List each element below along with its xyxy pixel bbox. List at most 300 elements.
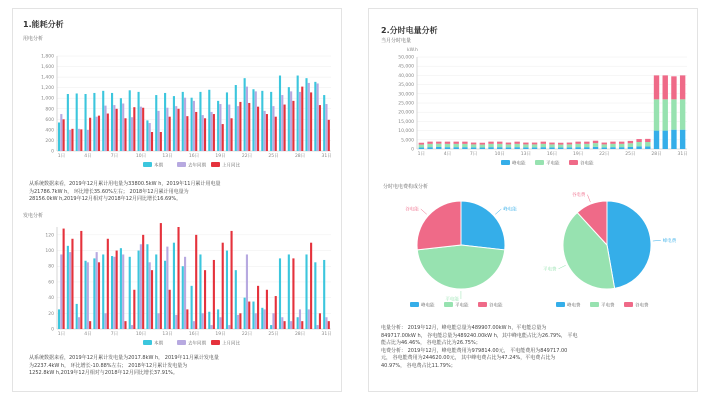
timeshare-bar[interactable] [610, 144, 615, 147]
usage-bar[interactable] [151, 132, 153, 151]
usage-bar[interactable] [301, 87, 303, 151]
usage-bar[interactable] [226, 92, 228, 151]
generation-bar[interactable] [299, 309, 301, 329]
timeshare-bar[interactable] [645, 146, 650, 149]
timeshare-bar[interactable] [462, 147, 467, 149]
cost-share-legend-label[interactable]: 平电费 [601, 303, 615, 309]
usage-bar[interactable] [76, 93, 78, 151]
timeshare-bar[interactable] [427, 147, 432, 149]
usage-bar[interactable] [96, 117, 98, 151]
timeshare-bar[interactable] [488, 142, 493, 144]
timeshare-bar[interactable] [671, 99, 676, 129]
generation-bar[interactable] [107, 239, 109, 329]
generation-bar[interactable] [80, 231, 82, 329]
usage-bar[interactable] [142, 108, 144, 151]
generation-bar[interactable] [235, 270, 237, 329]
generation-bar[interactable] [279, 258, 281, 329]
generation-bar[interactable] [69, 252, 71, 329]
usage-bar[interactable] [281, 95, 283, 151]
generation-legend-label[interactable]: 去年同期 [188, 341, 206, 347]
timeshare-bar[interactable] [645, 139, 650, 142]
timeshare-bar[interactable] [575, 144, 580, 147]
generation-bar[interactable] [323, 260, 325, 329]
usage-bar[interactable] [252, 89, 254, 151]
usage-bar[interactable] [69, 130, 71, 151]
usage-bar[interactable] [228, 105, 230, 151]
usage-bar[interactable] [193, 101, 195, 151]
timeshare-legend-swatch[interactable] [569, 160, 578, 165]
timeshare-bar[interactable] [619, 144, 624, 147]
generation-bar[interactable] [142, 235, 144, 329]
generation-bar[interactable] [175, 315, 177, 329]
generation-bar[interactable] [89, 321, 91, 329]
cost-share-legend-label[interactable]: 峰电费 [567, 303, 581, 309]
timeshare-bar[interactable] [427, 142, 432, 144]
usage-bar[interactable] [177, 109, 179, 151]
usage-bar[interactable] [279, 76, 281, 151]
energy-share-legend-label[interactable]: 谷电能 [489, 303, 503, 309]
timeshare-bar[interactable] [680, 99, 685, 129]
usage-bar[interactable] [202, 115, 204, 151]
timeshare-bar[interactable] [584, 142, 589, 144]
cost-share-slice[interactable] [607, 201, 651, 288]
generation-bar[interactable] [124, 321, 126, 329]
generation-bar[interactable] [284, 321, 286, 329]
usage-bar[interactable] [266, 114, 268, 151]
usage-legend-swatch[interactable] [177, 162, 186, 167]
timeshare-bar[interactable] [445, 147, 450, 149]
usage-bar[interactable] [104, 106, 106, 151]
generation-bar[interactable] [155, 254, 157, 329]
timeshare-bar[interactable] [532, 143, 537, 145]
usage-bar[interactable] [264, 111, 266, 151]
usage-bar[interactable] [325, 104, 327, 151]
timeshare-bar[interactable] [532, 147, 537, 149]
generation-bar[interactable] [113, 257, 115, 329]
timeshare-bar[interactable] [419, 143, 424, 145]
generation-bar[interactable] [297, 317, 299, 329]
usage-bar[interactable] [160, 132, 162, 151]
usage-bar[interactable] [60, 114, 62, 151]
generation-bar[interactable] [290, 321, 292, 329]
usage-bar[interactable] [146, 120, 148, 151]
generation-bar[interactable] [98, 262, 100, 329]
generation-bar[interactable] [213, 260, 215, 329]
usage-bar[interactable] [166, 108, 168, 151]
usage-bar[interactable] [257, 107, 259, 151]
generation-bar[interactable] [264, 309, 266, 329]
generation-bar[interactable] [257, 286, 259, 329]
timeshare-legend-swatch[interactable] [501, 160, 510, 165]
timeshare-bar[interactable] [671, 130, 676, 149]
timeshare-bar[interactable] [575, 147, 580, 149]
usage-bar[interactable] [213, 114, 215, 151]
usage-legend-label[interactable]: 本期 [154, 163, 163, 169]
usage-bar[interactable] [270, 92, 272, 151]
timeshare-bar[interactable] [549, 147, 554, 149]
usage-bar[interactable] [204, 118, 206, 151]
generation-bar[interactable] [222, 243, 224, 329]
usage-bar[interactable] [124, 118, 126, 151]
usage-bar[interactable] [131, 117, 133, 151]
usage-bar[interactable] [78, 129, 80, 151]
generation-bar[interactable] [186, 309, 188, 329]
timeshare-bar[interactable] [567, 143, 572, 145]
timeshare-bar[interactable] [549, 143, 554, 145]
generation-bar[interactable] [151, 270, 153, 329]
usage-bar[interactable] [288, 87, 290, 151]
timeshare-bar[interactable] [514, 147, 519, 149]
generation-bar[interactable] [60, 254, 62, 329]
generation-bar[interactable] [63, 229, 65, 329]
generation-bar[interactable] [67, 246, 69, 329]
timeshare-bar[interactable] [680, 75, 685, 99]
generation-bar[interactable] [164, 261, 166, 329]
timeshare-bar[interactable] [671, 76, 676, 99]
usage-bar[interactable] [235, 85, 237, 151]
generation-bar[interactable] [310, 243, 312, 329]
usage-bar[interactable] [133, 107, 135, 151]
generation-legend-label[interactable]: 本期 [154, 341, 163, 347]
generation-bar[interactable] [160, 223, 162, 329]
cost-share-legend-label[interactable]: 谷电费 [635, 303, 649, 309]
usage-bar[interactable] [319, 105, 321, 151]
generation-legend-swatch[interactable] [143, 340, 152, 345]
generation-legend-swatch[interactable] [177, 340, 186, 345]
usage-bar[interactable] [111, 93, 113, 151]
generation-bar[interactable] [288, 254, 290, 329]
timeshare-bar[interactable] [636, 146, 641, 149]
usage-bar[interactable] [71, 129, 73, 151]
timeshare-bar[interactable] [436, 142, 441, 144]
generation-bar[interactable] [270, 325, 272, 329]
timeshare-bar[interactable] [453, 142, 458, 144]
generation-bar[interactable] [104, 313, 106, 329]
generation-bar[interactable] [317, 325, 319, 329]
timeshare-bar[interactable] [602, 143, 607, 145]
usage-bar[interactable] [140, 107, 142, 151]
timeshare-bar[interactable] [453, 147, 458, 149]
usage-bar[interactable] [248, 103, 250, 151]
usage-bar[interactable] [58, 123, 60, 152]
usage-bar[interactable] [290, 91, 292, 151]
usage-bar[interactable] [102, 91, 104, 151]
usage-bar[interactable] [122, 104, 124, 152]
timeshare-bar[interactable] [445, 144, 450, 147]
timeshare-bar[interactable] [497, 147, 502, 149]
timeshare-bar[interactable] [663, 75, 668, 99]
usage-bar[interactable] [211, 112, 213, 151]
generation-bar[interactable] [261, 308, 263, 329]
energy-share-legend-label[interactable]: 平电能 [455, 303, 469, 309]
generation-bar[interactable] [202, 313, 204, 329]
timeshare-bar[interactable] [628, 147, 633, 149]
generation-legend-label[interactable]: 上月同比 [222, 341, 240, 347]
generation-bar[interactable] [157, 313, 159, 329]
usage-bar[interactable] [98, 116, 100, 151]
usage-bar[interactable] [305, 78, 307, 151]
timeshare-bar[interactable] [506, 144, 511, 147]
usage-bar[interactable] [328, 120, 330, 151]
generation-bar[interactable] [244, 298, 246, 329]
timeshare-bar[interactable] [584, 147, 589, 149]
energy-share-slice[interactable] [417, 245, 504, 289]
usage-bar[interactable] [261, 91, 263, 151]
generation-bar[interactable] [140, 244, 142, 329]
timeshare-bar[interactable] [593, 141, 598, 143]
timeshare-bar[interactable] [523, 147, 528, 149]
timeshare-bar[interactable] [558, 143, 563, 145]
generation-bar[interactable] [308, 309, 310, 329]
usage-bar[interactable] [275, 117, 277, 151]
timeshare-bar[interactable] [480, 143, 485, 145]
timeshare-bar[interactable] [558, 148, 563, 149]
energy-share-legend-swatch[interactable] [478, 302, 487, 307]
usage-bar[interactable] [244, 78, 246, 151]
usage-bar[interactable] [175, 106, 177, 151]
generation-bar[interactable] [193, 321, 195, 329]
usage-bar[interactable] [169, 117, 171, 151]
timeshare-bar[interactable] [610, 147, 615, 149]
usage-bar[interactable] [129, 90, 131, 151]
generation-bar[interactable] [199, 254, 201, 329]
timeshare-legend-label[interactable]: 平电能 [546, 161, 560, 167]
usage-bar[interactable] [292, 101, 294, 151]
generation-bar[interactable] [292, 258, 294, 329]
timeshare-bar[interactable] [523, 144, 528, 147]
timeshare-bar[interactable] [567, 147, 572, 149]
usage-bar[interactable] [217, 101, 219, 151]
usage-legend-swatch[interactable] [211, 162, 220, 167]
generation-bar[interactable] [266, 290, 268, 329]
generation-legend-swatch[interactable] [211, 340, 220, 345]
usage-bar[interactable] [308, 83, 310, 151]
generation-bar[interactable] [231, 231, 233, 329]
usage-legend-label[interactable]: 上月同比 [222, 163, 240, 169]
usage-bar[interactable] [323, 95, 325, 151]
timeshare-bar[interactable] [419, 148, 424, 149]
usage-bar[interactable] [155, 95, 157, 151]
generation-bar[interactable] [87, 262, 89, 329]
generation-bar[interactable] [252, 302, 254, 329]
usage-bar[interactable] [310, 92, 312, 151]
generation-bar[interactable] [173, 243, 175, 329]
timeshare-legend-label[interactable]: 峰电能 [512, 161, 526, 167]
generation-bar[interactable] [177, 227, 179, 329]
generation-bar[interactable] [281, 317, 283, 329]
timeshare-bar[interactable] [619, 142, 624, 144]
usage-bar[interactable] [191, 98, 193, 151]
timeshare-bar[interactable] [462, 142, 467, 144]
usage-bar[interactable] [284, 105, 286, 151]
usage-bar[interactable] [113, 105, 115, 151]
timeshare-bar[interactable] [549, 144, 554, 147]
generation-bar[interactable] [122, 254, 124, 329]
timeshare-bar[interactable] [593, 147, 598, 149]
timeshare-bar[interactable] [558, 145, 563, 148]
usage-bar[interactable] [182, 92, 184, 151]
generation-bar[interactable] [328, 321, 330, 329]
timeshare-bar[interactable] [497, 144, 502, 147]
timeshare-bar[interactable] [419, 145, 424, 148]
generation-bar[interactable] [169, 290, 171, 329]
generation-bar[interactable] [93, 258, 95, 329]
timeshare-bar[interactable] [514, 142, 519, 144]
generation-bar[interactable] [133, 290, 135, 329]
timeshare-bar[interactable] [523, 143, 528, 145]
generation-bar[interactable] [111, 256, 113, 329]
generation-bar[interactable] [275, 296, 277, 329]
generation-bar[interactable] [146, 244, 148, 329]
usage-bar[interactable] [255, 91, 257, 151]
timeshare-bar[interactable] [514, 144, 519, 147]
energy-share-slice[interactable] [417, 201, 461, 250]
generation-bar[interactable] [96, 252, 98, 329]
generation-bar[interactable] [314, 262, 316, 329]
timeshare-bar[interactable] [680, 130, 685, 149]
timeshare-bar[interactable] [445, 142, 450, 144]
timeshare-bar[interactable] [636, 139, 641, 142]
usage-bar[interactable] [237, 106, 239, 151]
usage-bar[interactable] [231, 118, 233, 151]
timeshare-bar[interactable] [628, 141, 633, 143]
generation-bar[interactable] [76, 304, 78, 329]
timeshare-legend-label[interactable]: 谷电能 [580, 161, 594, 167]
timeshare-bar[interactable] [628, 143, 633, 147]
timeshare-bar[interactable] [436, 147, 441, 149]
usage-bar[interactable] [149, 123, 151, 151]
usage-bar[interactable] [63, 119, 65, 151]
timeshare-bar[interactable] [636, 142, 641, 146]
generation-bar[interactable] [184, 257, 186, 329]
timeshare-bar[interactable] [488, 147, 493, 149]
usage-bar[interactable] [107, 114, 109, 151]
energy-share-legend-label[interactable]: 峰电能 [421, 303, 435, 309]
generation-bar[interactable] [204, 270, 206, 329]
timeshare-bar[interactable] [436, 144, 441, 147]
generation-bar[interactable] [228, 325, 230, 329]
generation-bar[interactable] [129, 257, 131, 329]
usage-bar[interactable] [314, 82, 316, 151]
usage-bar[interactable] [246, 87, 248, 151]
cost-share-legend-swatch[interactable] [590, 302, 599, 307]
timeshare-bar[interactable] [584, 144, 589, 147]
timeshare-bar[interactable] [541, 147, 546, 149]
generation-bar[interactable] [131, 325, 133, 329]
usage-bar[interactable] [299, 92, 301, 151]
usage-bar[interactable] [184, 98, 186, 151]
timeshare-bar[interactable] [427, 144, 432, 147]
timeshare-bar[interactable] [541, 142, 546, 144]
usage-bar[interactable] [67, 94, 69, 151]
timeshare-bar[interactable] [645, 142, 650, 146]
timeshare-bar[interactable] [532, 144, 537, 147]
usage-bar[interactable] [87, 130, 89, 151]
usage-bar[interactable] [120, 98, 122, 151]
usage-bar[interactable] [164, 93, 166, 151]
generation-bar[interactable] [84, 261, 86, 329]
generation-bar[interactable] [305, 254, 307, 329]
usage-bar[interactable] [239, 102, 241, 151]
usage-bar[interactable] [84, 94, 86, 151]
generation-bar[interactable] [182, 266, 184, 329]
usage-bar[interactable] [208, 90, 210, 151]
timeshare-bar[interactable] [602, 144, 607, 147]
generation-bar[interactable] [272, 313, 274, 329]
energy-share-legend-swatch[interactable] [410, 302, 419, 307]
timeshare-bar[interactable] [663, 99, 668, 130]
generation-bar[interactable] [71, 239, 73, 329]
timeshare-bar[interactable] [593, 143, 598, 147]
usage-bar[interactable] [222, 124, 224, 151]
timeshare-bar[interactable] [610, 142, 615, 144]
timeshare-bar[interactable] [567, 144, 572, 147]
usage-bar[interactable] [195, 112, 197, 151]
usage-bar[interactable] [272, 106, 274, 151]
generation-bar[interactable] [237, 315, 239, 329]
timeshare-bar[interactable] [471, 147, 476, 149]
timeshare-bar[interactable] [488, 144, 493, 147]
timeshare-bar[interactable] [480, 145, 485, 148]
usage-legend-swatch[interactable] [143, 162, 152, 167]
generation-bar[interactable] [58, 309, 60, 329]
generation-bar[interactable] [102, 254, 104, 329]
usage-bar[interactable] [173, 96, 175, 151]
generation-bar[interactable] [301, 321, 303, 329]
generation-bar[interactable] [219, 317, 221, 329]
timeshare-bar[interactable] [471, 143, 476, 145]
timeshare-bar[interactable] [506, 147, 511, 149]
generation-bar[interactable] [208, 312, 210, 329]
generation-bar[interactable] [166, 247, 168, 329]
usage-bar[interactable] [80, 129, 82, 151]
usage-bar[interactable] [297, 76, 299, 151]
generation-bar[interactable] [195, 235, 197, 329]
timeshare-bar[interactable] [654, 75, 659, 99]
cost-share-legend-swatch[interactable] [556, 302, 565, 307]
generation-bar[interactable] [325, 317, 327, 329]
timeshare-bar[interactable] [602, 147, 607, 149]
generation-bar[interactable] [149, 262, 151, 329]
timeshare-bar[interactable] [541, 144, 546, 147]
cost-share-legend-swatch[interactable] [624, 302, 633, 307]
timeshare-bar[interactable] [619, 147, 624, 149]
timeshare-bar[interactable] [462, 144, 467, 147]
timeshare-bar[interactable] [654, 131, 659, 149]
generation-bar[interactable] [239, 313, 241, 329]
generation-bar[interactable] [217, 309, 219, 329]
generation-bar[interactable] [319, 313, 321, 329]
usage-bar[interactable] [157, 111, 159, 151]
generation-bar[interactable] [211, 325, 213, 329]
usage-bar[interactable] [93, 93, 95, 151]
usage-bar[interactable] [317, 83, 319, 151]
usage-bar[interactable] [116, 109, 118, 151]
generation-bar[interactable] [248, 302, 250, 329]
usage-bar[interactable] [219, 104, 221, 151]
generation-bar[interactable] [226, 251, 228, 329]
generation-bar[interactable] [116, 251, 118, 329]
generation-bar[interactable] [138, 251, 140, 329]
timeshare-bar[interactable] [453, 144, 458, 147]
timeshare-legend-swatch[interactable] [535, 160, 544, 165]
timeshare-bar[interactable] [497, 142, 502, 144]
timeshare-bar[interactable] [575, 142, 580, 144]
timeshare-bar[interactable] [506, 143, 511, 145]
usage-bar[interactable] [89, 118, 91, 151]
timeshare-bar[interactable] [480, 148, 485, 149]
generation-bar[interactable] [78, 317, 80, 329]
